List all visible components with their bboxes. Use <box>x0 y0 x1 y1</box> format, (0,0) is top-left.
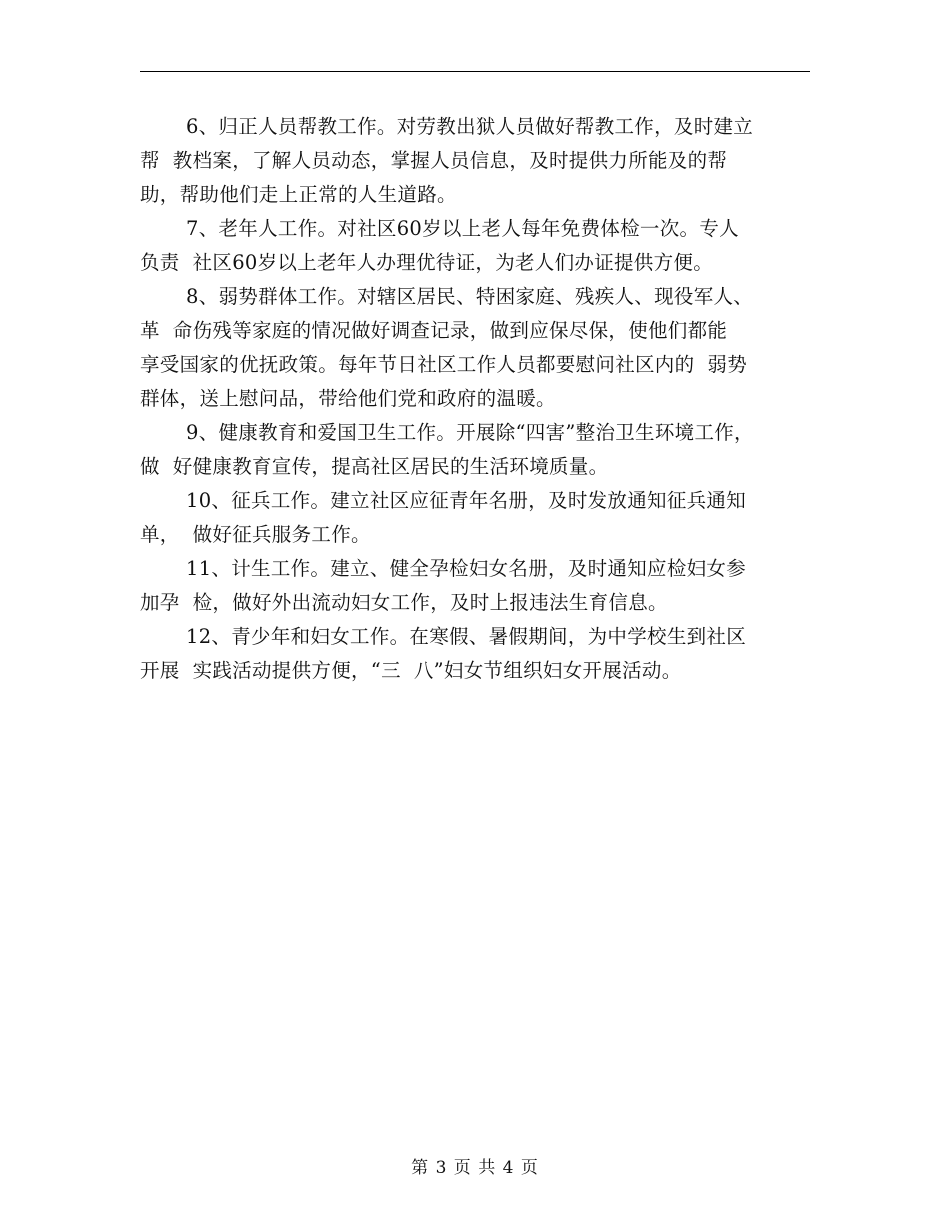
text-line: 享受国家的优抚政策。每年节日社区工作人员都要慰问社区内的 弱势 <box>140 353 747 376</box>
document-body <box>140 110 830 688</box>
text-line: 10、征兵工作。建立社区应征青年名册，及时发放通知征兵通知 <box>186 489 747 512</box>
text-line: 群体，送上慰问品，带给他们党和政府的温暖。 <box>140 387 556 410</box>
text-line: 8、弱势群体工作。对辖区居民、特困家庭、残疾人、现役军人、 <box>186 285 754 308</box>
text-line: 负责 社区60岁以上老年人办理优待证，为老人们办证提供方便。 <box>140 251 714 274</box>
header-rule <box>140 71 810 72</box>
text-line: 6、归正人员帮教工作。对劳教出狱人员做好帮教工作，及时建立 <box>186 115 754 138</box>
text-line: 助，帮助他们走上正常的人生道路。 <box>140 183 457 206</box>
text-line: 7、老年人工作。对社区60岁以上老人每年免费体检一次。专人 <box>186 217 739 240</box>
text-line: 11、计生工作。建立、健全孕检妇女名册，及时通知应检妇女参 <box>186 557 747 580</box>
text-line: 9、健康教育和爱国卫生工作。开展除“四害”整治卫生环境工作， <box>186 421 754 444</box>
text-line: 帮 教档案，了解人员动态，掌握人员信息，及时提供力所能及的帮 <box>140 149 728 172</box>
text-line: 12、青少年和妇女工作。在寒假、暑假期间，为中学校生到社区 <box>186 625 747 648</box>
text-line: 加孕 检，做好外出流动妇女工作，及时上报违法生育信息。 <box>140 591 668 614</box>
text-line: 单， 做好征兵服务工作。 <box>140 523 371 546</box>
text-line: 革 命伤残等家庭的情况做好调查记录，做到应保尽保，使他们都能 <box>140 319 728 342</box>
text-line: 做 好健康教育宣传，提高社区居民的生活环境质量。 <box>140 455 609 478</box>
text-line: 开展 实践活动提供方便，“三 八”妇女节组织妇女开展活动。 <box>140 659 682 682</box>
page-number: 第 3 页 共 4 页 <box>411 1158 539 1178</box>
